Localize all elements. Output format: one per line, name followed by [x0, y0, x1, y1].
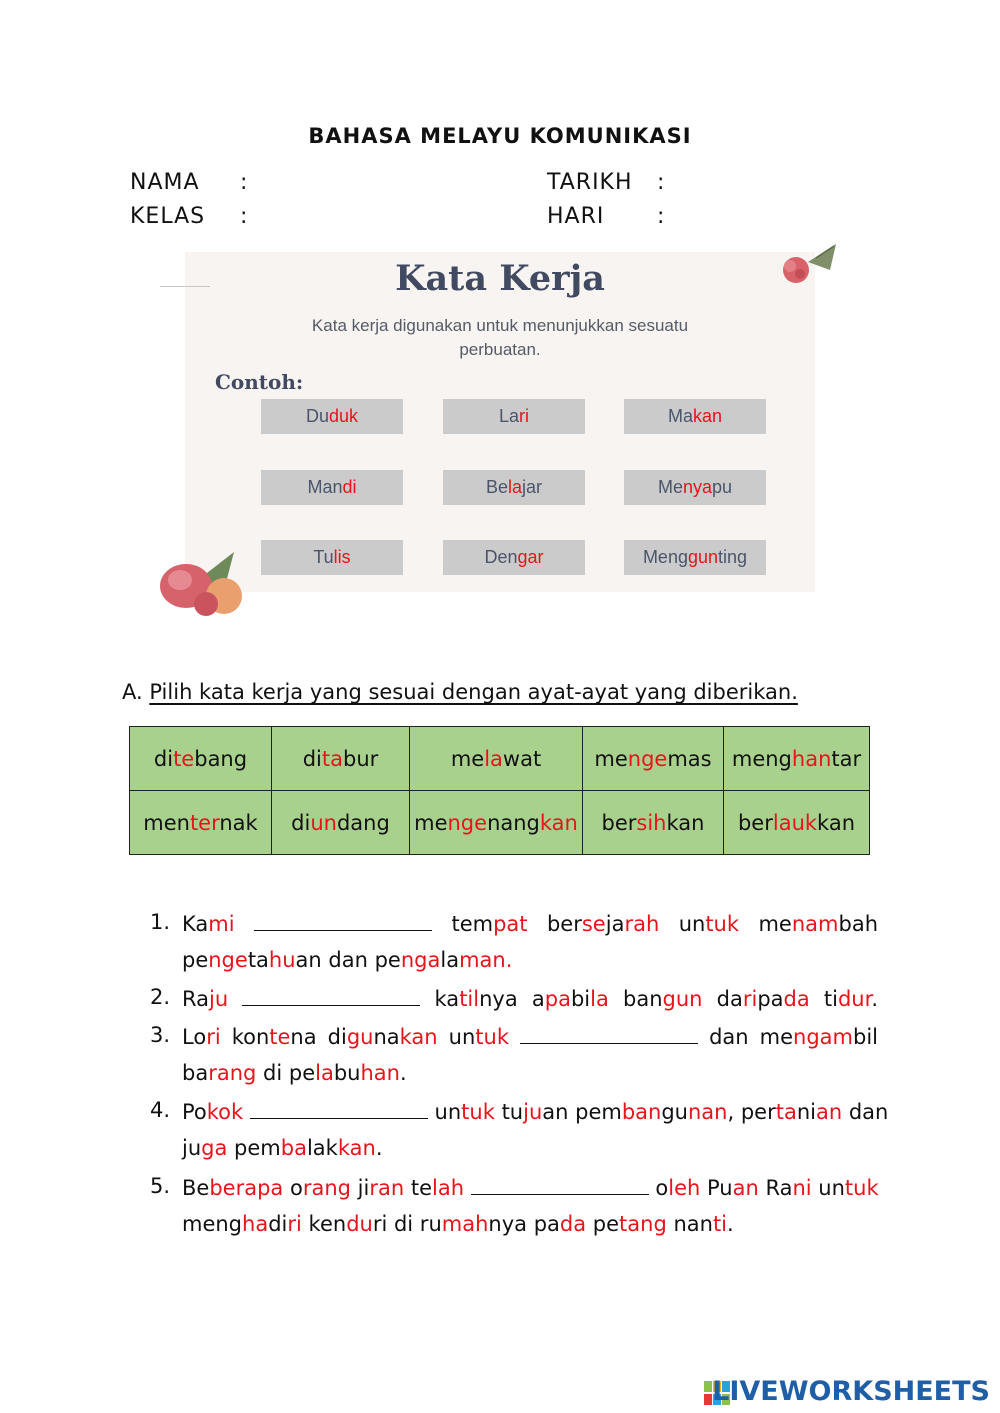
text-segment: bil — [853, 1025, 878, 1049]
text-segment: lak — [306, 1136, 338, 1160]
answer-blank[interactable] — [471, 1174, 649, 1195]
highlighted-syllable: ran — [369, 1176, 405, 1200]
highlighted-syllable: tuk — [461, 1100, 495, 1124]
text-segment: Pu — [700, 1176, 733, 1200]
highlighted-syllable: kan — [539, 810, 578, 835]
highlighted-syllable: lah — [432, 1176, 465, 1200]
table-row — [130, 727, 870, 791]
highlighted-syllable: te — [173, 746, 195, 771]
highlighted-syllable: ri — [742, 987, 758, 1011]
flower-icon — [158, 550, 250, 616]
text-segment: na — [373, 1025, 400, 1049]
text-segment: na di — [290, 1025, 347, 1049]
highlighted-syllable: du — [346, 1212, 373, 1236]
highlighted-syllable: gar — [517, 547, 544, 567]
question-line — [182, 948, 878, 972]
text-segment: La — [498, 406, 520, 426]
highlighted-syllable: dur — [837, 987, 872, 1011]
example-chip — [261, 540, 403, 575]
highlighted-syllable: la — [508, 477, 523, 497]
question-line — [182, 1023, 878, 1049]
text-segment: . — [375, 1136, 383, 1160]
text-segment: me — [414, 810, 448, 835]
text-segment: Be — [485, 477, 508, 497]
highlighted-syllable: tuk — [844, 1176, 879, 1200]
answer-blank[interactable] — [250, 1098, 428, 1119]
highlighted-syllable: ri — [519, 406, 530, 426]
highlighted-syllable: nya — [682, 477, 712, 497]
text-segment — [235, 912, 254, 936]
text-segment: Ka — [182, 912, 209, 936]
highlighted-syllable: pa — [544, 987, 571, 1011]
text-segment: te — [404, 1176, 432, 1200]
text-segment: ken — [301, 1212, 347, 1236]
text-segment: men — [143, 810, 190, 835]
word-cell — [130, 791, 272, 855]
text-segment: ri di ru — [372, 1212, 442, 1236]
highlighted-syllable: ban — [621, 1100, 662, 1124]
text-segment: o — [283, 1176, 303, 1200]
text-segment: kan — [666, 810, 705, 835]
text-segment: un — [437, 1025, 476, 1049]
question-number: 3. — [150, 1023, 171, 1047]
label-nama: NAMA — [130, 170, 200, 195]
text-segment: tar — [831, 746, 862, 771]
question-number: 1. — [150, 910, 171, 934]
table-row — [130, 791, 870, 855]
question-number: 5. — [150, 1174, 171, 1198]
text-segment: gu — [661, 1100, 688, 1124]
word-cell — [583, 727, 724, 791]
text-segment: Den — [484, 547, 518, 567]
text-segment: kan — [817, 810, 856, 835]
highlighted-syllable: nga — [400, 948, 441, 972]
highlighted-syllable: kan — [399, 1025, 438, 1049]
question-line — [182, 910, 878, 936]
brand-name: LIVEWORKSHEETS — [712, 1376, 990, 1407]
text-segment: dan — [842, 1100, 889, 1124]
text-segment: Du — [305, 406, 329, 426]
highlighted-syllable: nam — [791, 912, 839, 936]
highlighted-syllable: ga — [201, 1136, 228, 1160]
highlighted-syllable: ti — [712, 1212, 728, 1236]
highlighted-syllable: leh — [668, 1176, 701, 1200]
text-segment: tu — [494, 1100, 524, 1124]
text-segment: ju — [182, 1136, 202, 1160]
text-segment: un — [811, 1176, 845, 1200]
highlighted-syllable: te — [269, 1025, 291, 1049]
highlighted-syllable: duk — [328, 406, 359, 426]
text-segment: Meng — [642, 547, 688, 567]
question-line — [182, 1098, 889, 1124]
question-line — [182, 1174, 878, 1200]
text-segment: ni — [796, 1100, 816, 1124]
label-tarikh: TARIKH — [547, 170, 633, 195]
text-segment: pe — [586, 1212, 620, 1236]
highlighted-syllable: kan — [692, 406, 723, 426]
highlighted-syllable: tuk — [475, 1025, 510, 1049]
text-segment: ba — [182, 1061, 209, 1085]
word-cell — [410, 791, 583, 855]
highlighted-syllable: ju — [523, 1100, 543, 1124]
highlighted-syllable: ra — [235, 1176, 258, 1200]
text-segment: ta — [247, 948, 269, 972]
highlighted-syllable: mah — [441, 1212, 489, 1236]
highlighted-syllable: lis — [333, 547, 351, 567]
text-segment: jar — [522, 477, 543, 497]
question-number: 4. — [150, 1098, 171, 1122]
text-segment: meng — [182, 1212, 243, 1236]
example-chip — [624, 540, 766, 575]
section-a-heading — [122, 680, 798, 704]
text-segment: di — [291, 810, 311, 835]
example-chip — [261, 470, 403, 505]
text-segment — [228, 987, 242, 1011]
text-segment: dan me — [698, 1025, 794, 1049]
word-cell — [272, 727, 410, 791]
question-line — [182, 985, 878, 1011]
highlighted-syllable: rah — [624, 912, 660, 936]
text-segment: bah — [838, 912, 879, 936]
text-segment: Ra — [182, 987, 209, 1011]
answer-blank[interactable] — [520, 1023, 698, 1044]
text-segment: pem — [227, 1136, 281, 1160]
highlighted-syllable: ba — [280, 1136, 307, 1160]
highlighted-syllable: di — [342, 477, 357, 497]
word-cell — [724, 727, 870, 791]
highlighted-syllable: tuk — [705, 912, 740, 936]
highlighted-syllable: han — [360, 1061, 400, 1085]
highlighted-syllable: la — [590, 987, 609, 1011]
highlighted-syllable: an — [815, 1100, 843, 1124]
word-cell — [583, 791, 724, 855]
text-segment: kon — [220, 1025, 270, 1049]
label-hari: HARI — [547, 204, 605, 229]
highlighted-syllable: ni — [792, 1176, 812, 1200]
text-segment: bu — [333, 1061, 361, 1085]
highlighted-syllable: man. — [459, 948, 513, 972]
text-segment: o — [648, 1176, 669, 1200]
section-instruction: Pilih kata kerja yang sesuai dengan ayat-ayat yang diberikan. — [149, 680, 798, 704]
highlighted-syllable: se — [581, 912, 606, 936]
text-segment: di — [302, 746, 322, 771]
question-number: 2. — [150, 985, 171, 1009]
example-chip — [443, 399, 585, 434]
text-segment: Lo — [182, 1025, 207, 1049]
highlighted-syllable: ju — [209, 987, 229, 1011]
example-chip — [443, 470, 585, 505]
text-segment: da — [702, 987, 743, 1011]
answer-blank[interactable] — [254, 910, 432, 931]
text-segment — [464, 1176, 471, 1200]
text-segment: di — [153, 746, 174, 771]
text-segment: bang — [194, 746, 248, 771]
colon: : — [657, 204, 665, 229]
example-chip — [624, 399, 766, 434]
text-segment: pa — [757, 987, 784, 1011]
highlighted-syllable: la — [315, 1061, 334, 1085]
text-segment: . — [399, 1061, 407, 1085]
text-segment: me — [450, 746, 485, 771]
question-line — [182, 1136, 878, 1160]
highlighted-syllable: hu — [268, 948, 296, 972]
text-segment — [243, 1100, 250, 1124]
text-segment: Ra — [758, 1176, 793, 1200]
text-segment: . — [871, 987, 879, 1011]
highlighted-syllable: ri — [206, 1025, 221, 1049]
examples-label: Contoh: — [215, 370, 304, 394]
highlighted-syllable: la — [484, 746, 503, 771]
card-description-line: perbuatan. — [459, 340, 541, 359]
text-segment: la — [440, 948, 460, 972]
question-line — [182, 1212, 878, 1236]
highlighted-syllable: tang — [619, 1212, 667, 1236]
highlighted-syllable: mi — [208, 912, 235, 936]
highlighted-syllable: ter — [189, 810, 220, 835]
text-segment: tem — [432, 912, 494, 936]
card-description — [185, 314, 815, 362]
text-segment: bi — [570, 987, 591, 1011]
highlighted-syllable: nge — [447, 810, 488, 835]
text-segment: di pe — [256, 1061, 316, 1085]
highlighted-syllable: ha — [242, 1212, 269, 1236]
text-segment: nang — [487, 810, 540, 835]
highlighted-syllable: pa — [257, 1176, 284, 1200]
text-segment: ting — [718, 547, 748, 567]
text-segment: Man — [307, 477, 343, 497]
highlighted-syllable: kan — [337, 1136, 376, 1160]
text-segment: Tu — [313, 547, 334, 567]
highlighted-syllable: til — [459, 987, 480, 1011]
highlighted-syllable: ta — [775, 1100, 797, 1124]
highlighted-syllable: sih — [636, 810, 667, 835]
highlighted-syllable: ngam — [793, 1025, 853, 1049]
word-cell — [272, 791, 410, 855]
answer-blank[interactable] — [242, 985, 420, 1006]
highlighted-syllable: da — [559, 1212, 587, 1236]
section-label: A. — [122, 680, 143, 704]
highlighted-syllable: gun — [687, 547, 719, 567]
text-segment: un — [427, 1100, 462, 1124]
page-title: BAHASA MELAYU KOMUNIKASI — [308, 124, 692, 148]
colon: : — [657, 170, 665, 195]
highlighted-syllable: nge — [208, 948, 248, 972]
text-segment: Ma — [667, 406, 693, 426]
highlighted-syllable: ta — [321, 746, 343, 771]
highlighted-syllable: gun — [662, 987, 703, 1011]
example-chip — [624, 470, 766, 505]
card-title: Kata Kerja — [395, 258, 605, 299]
text-segment: an pem — [542, 1100, 622, 1124]
text-segment: Po — [182, 1100, 207, 1124]
text-segment: wat — [502, 746, 542, 771]
colon: : — [240, 204, 248, 229]
word-bank-table — [129, 726, 870, 855]
highlighted-syllable: lauk — [772, 810, 818, 835]
text-segment: ber — [601, 810, 637, 835]
text-segment: dang — [336, 810, 390, 835]
text-segment: pe — [182, 948, 209, 972]
highlighted-syllable: rang — [302, 1176, 351, 1200]
highlighted-syllable: ri — [287, 1212, 302, 1236]
card-description-line: Kata kerja digunakan untuk menunjukkan sesuatu — [311, 316, 689, 335]
highlighted-syllable: da — [783, 987, 810, 1011]
example-chip — [261, 399, 403, 434]
highlighted-syllable: an — [732, 1176, 759, 1200]
highlighted-syllable: nan — [687, 1100, 728, 1124]
text-segment: ja — [605, 912, 625, 936]
word-cell — [130, 727, 272, 791]
text-segment: nya pa — [488, 1212, 560, 1236]
colon: : — [240, 170, 248, 195]
example-chip — [443, 540, 585, 575]
highlighted-syllable: gu — [346, 1025, 374, 1049]
text-segment: mas — [667, 746, 712, 771]
text-segment: nak — [219, 810, 258, 835]
text-segment — [509, 1025, 520, 1049]
text-segment: ji — [350, 1176, 370, 1200]
text-segment: . — [727, 1212, 734, 1236]
text-segment: ban — [608, 987, 663, 1011]
text-segment: bur — [343, 746, 379, 771]
highlighted-syllable: kok — [206, 1100, 244, 1124]
highlighted-syllable: be — [209, 1176, 236, 1200]
text-segment: pu — [712, 477, 733, 497]
highlighted-syllable: nge — [627, 746, 668, 771]
text-segment: meng — [731, 746, 792, 771]
text-segment: ti — [809, 987, 838, 1011]
text-segment: me — [739, 912, 792, 936]
text-segment: Be — [182, 1176, 210, 1200]
highlighted-syllable: han — [791, 746, 832, 771]
text-segment: nya a — [479, 987, 545, 1011]
text-segment: , per — [727, 1100, 776, 1124]
highlighted-syllable: un — [310, 810, 337, 835]
label-kelas: KELAS — [130, 204, 206, 229]
text-segment: Me — [657, 477, 683, 497]
highlighted-syllable: pat — [493, 912, 528, 936]
text-segment: ka — [420, 987, 460, 1011]
text-segment: me — [594, 746, 628, 771]
text-segment: ber — [527, 912, 582, 936]
word-cell — [410, 727, 583, 791]
text-segment: ber — [737, 810, 773, 835]
text-segment: nan — [666, 1212, 713, 1236]
text-segment: un — [659, 912, 706, 936]
word-cell — [724, 791, 870, 855]
highlighted-syllable: rang — [208, 1061, 257, 1085]
question-line — [182, 1061, 878, 1085]
text-segment: an dan pe — [295, 948, 401, 972]
text-segment: di — [268, 1212, 288, 1236]
